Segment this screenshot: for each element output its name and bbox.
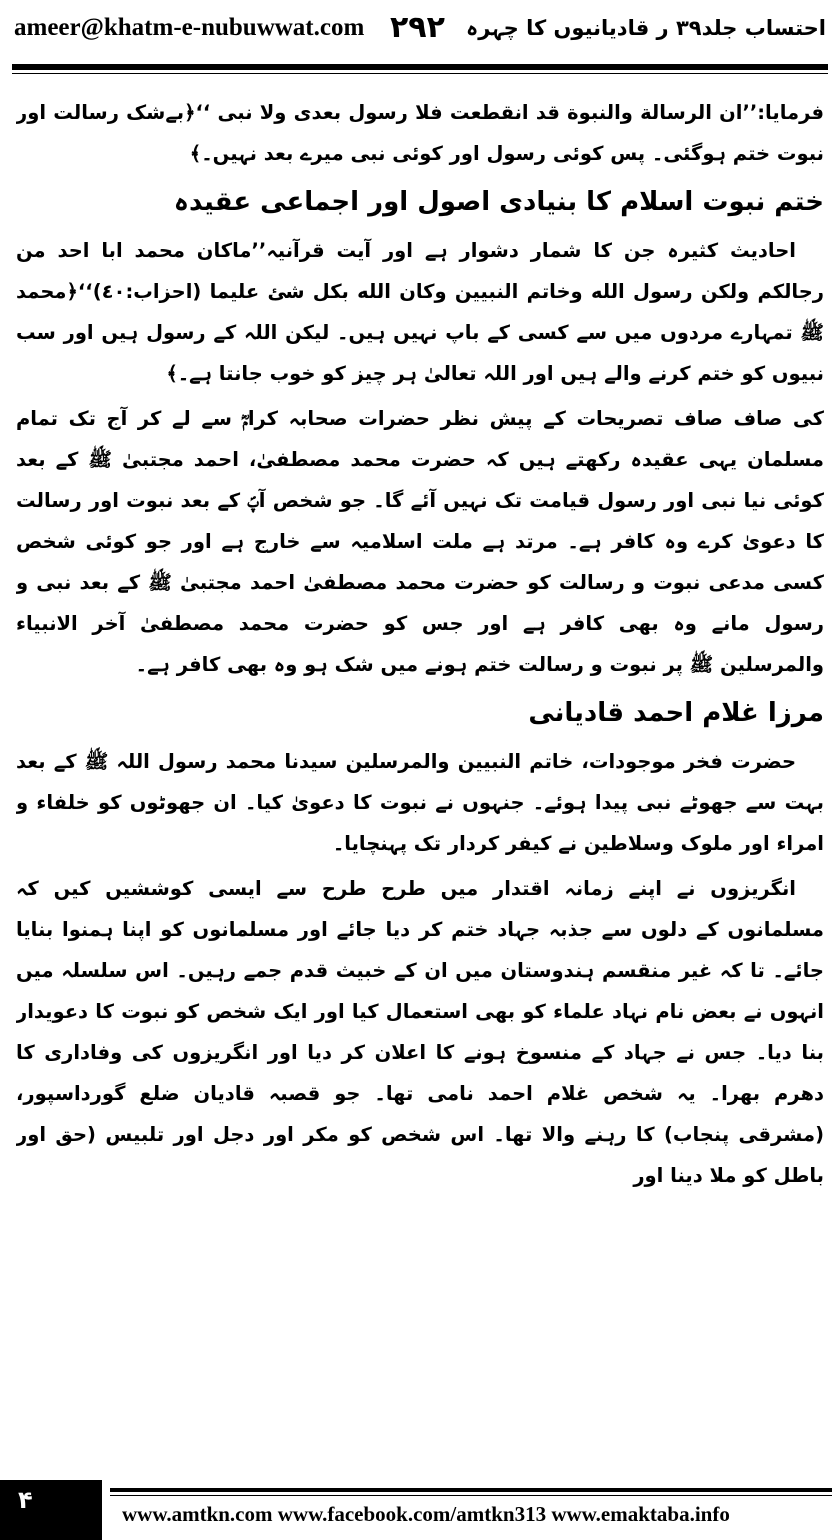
page-body (16, 92, 824, 1462)
footer-rule-thin (110, 1495, 832, 1496)
header-rule-thin (12, 73, 828, 74)
header-email: ameer@khatm-e-nubuwwat.com (14, 14, 365, 41)
header-rule-thick (12, 64, 828, 70)
header-page-number: ۲۹۲ (390, 10, 445, 45)
paragraph-consensus: کی صاف صاف تصریحات کے پیش نظر حضرات صحابہ کرامؓ سے لے کر آج تک تمام مسلمان یہی عقیدہ رکھتے ہیں کہ حضرت محمد مصطفیٰ، احمد مجتبیٰ ﷺ کے بعد کوئی نیا نبی اور رسول قیامت تک نہیں آئے گا۔ جو شخص آپؐ کے بعد نبوت اور رسالت کا دعویٰ کرے وہ کافر ہے۔ مرتد ہے ملت اسلامیہ سے خارج ہے اور جو کوئی شخص کسی مدعی نبوت و رسالت کو حضرت محمد مصطفیٰ احمد مجتبیٰ ﷺ کے بعد نبی و رسول مانے وہ بھی کافر ہے اور جس کو حضرت محمد مصطفیٰ آخر الانبیاء والمرسلین ﷺ پر نبوت و رسالت ختم ہونے میں شک ہو وہ بھی کافر ہے۔ (16, 407, 824, 676)
paragraph-ayat-quote: احادیث کثیرہ جن کا شمار دشوار ہے اور آیت قرآنیہ’’ماکان محمد ابا احد من رجالکم ولکن رسول الله وخاتم النبیین وکان الله بکل شئ علیما (احزاب:٤٠)‘‘﴿محمد ﷺ تمہارے مردوں میں سے کسی کے باپ نہیں ہیں۔ لیکن اللہ کے رسول ہیں اور سب نبیوں کو ختم کرنے والے ہیں اور اللہ تعالیٰ ہر چیز کو خوب جانتا ہے۔﴾ (16, 239, 824, 385)
paragraph-hadith-quote: فرمایا:’’ان الرسالة والنبوة قد انقطعت فلا رسول بعدی ولا نبی ‘‘﴿بےشک رسالت اور نبوت ختم ہوگئی۔ پس کوئی رسول اور کوئی نبی میرے بعد نہیں۔﴾ (16, 101, 824, 165)
footer-page-box (0, 1480, 102, 1540)
section-heading-mirza: مرزا غلام احمد قادیانی (528, 698, 824, 728)
footer-website-links: www.amtkn.com www.facebook.com/amtkn313 www.emaktaba.info (122, 1502, 730, 1526)
paragraph-british-era: انگریزوں نے اپنے زمانہ اقتدار میں طرح طرح سے ایسی کوششیں کیں کہ مسلمانوں کے دلوں سے جذبہ جہاد ختم کر دیا جائے اور مسلمانوں کو اپنا ہمنوا بنایا جائے۔ تا کہ غیر منقسم ہندوستان میں ان کے خبیث قدم جمے رہیں۔ اس سلسلہ میں انہوں نے بعض نام نہاد علماء کو بھی استعمال کیا اور ایک شخص کو نبوت کا دعویدار بنا دیا۔ جس نے جہاد کے منسوخ ہونے کا اعلان کر دیا اور انگریزوں کی وفاداری کا دھرم بھرا۔ یہ شخص غلام احمد نامی تھا۔ جو قصبہ قادیان ضلع گورداسپور، (مشرقی پنجاب) کا رہنے والا تھا۔ اس شخص کو مکر اور دجل اور تلبیس (حق اور باطل کو ملا دینا اور (16, 877, 824, 1187)
paragraph-false-prophets: حضرت فخر موجودات، خاتم النبیین والمرسلین سیدنا محمد رسول اللہ ﷺ کے بعد بہت سے جھوٹے نبی پیدا ہوئے۔ جنہوں نے نبوت کا دعویٰ کیا۔ ان جھوٹوں کو خلفاء و امراء اور ملوک وسلاطین نے کیفر کردار تک پہنچایا۔ (16, 750, 824, 855)
page-footer (0, 1480, 840, 1540)
footer-rule-thick (110, 1488, 832, 1492)
section-heading-khatm-nubuwwat: ختم نبوت اسلام کا بنیادی اصول اور اجماعی عقیدہ (173, 187, 824, 217)
header-running-title: احتساب جلد۳۹ ر قادیانیوں کا چہرہ (465, 16, 826, 40)
footer-page-number: ۴ (18, 1486, 33, 1514)
page-header (0, 0, 840, 80)
